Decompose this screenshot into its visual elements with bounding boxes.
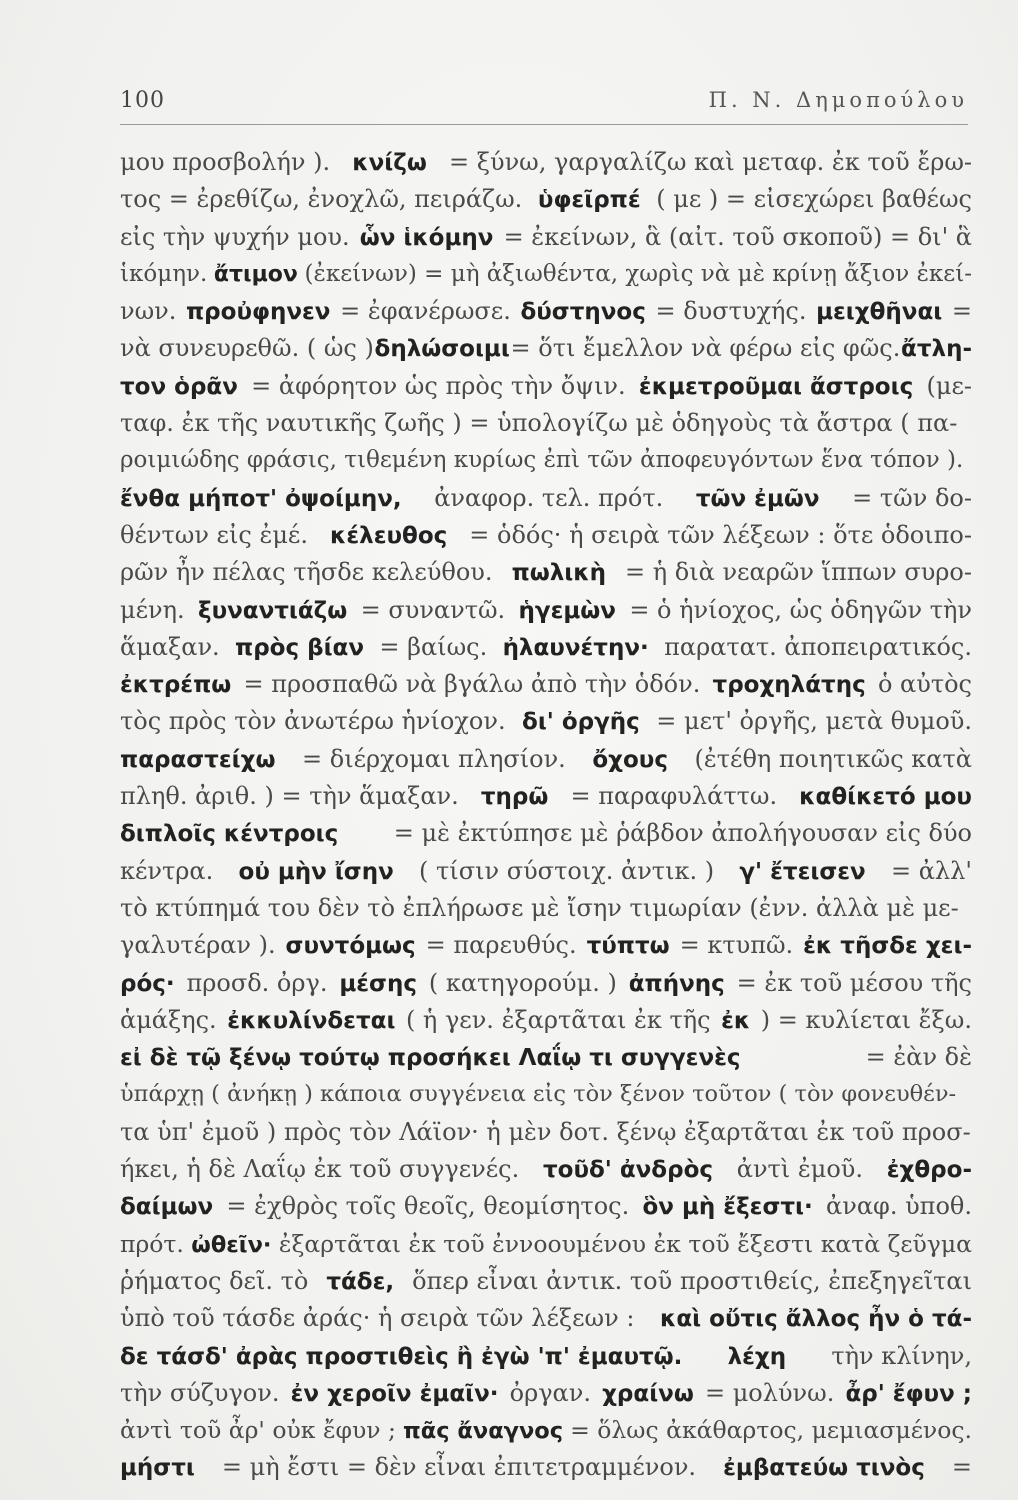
gloss-text: ρῶν ἦν πέλας τῆσδε κελεύθου. bbox=[120, 558, 493, 587]
lemma-term: μέσης bbox=[339, 970, 417, 997]
text-line bbox=[120, 629, 972, 666]
lemma-term: τον ὁρᾶν bbox=[120, 373, 238, 400]
lemma-term: καὶ οὔτις ἄλλος ἦν ὁ τά- bbox=[660, 1306, 972, 1333]
gloss-text: = ἀλλ' bbox=[890, 856, 972, 885]
gloss-text: ἀντὶ ἐμοῦ. bbox=[736, 1155, 863, 1184]
gloss-text: ὀργαν. bbox=[509, 1378, 591, 1407]
text-line bbox=[120, 666, 972, 703]
lemma-term: ὠθεῖν· bbox=[191, 1231, 272, 1258]
text-line bbox=[120, 554, 972, 591]
text-line bbox=[120, 480, 972, 517]
lemma-term: πωλικὴ bbox=[511, 560, 606, 587]
lemma-term: ὧν ἱκόμην bbox=[359, 224, 494, 251]
gloss-text: = ὅτι ἔμελλον νὰ φέρω εἰς φῶς. bbox=[510, 334, 901, 363]
gloss-text: = μὴ ἔστι = δὲν εἶναι ἐπιτετραμμένον. bbox=[221, 1453, 697, 1482]
lemma-term: δύστηνος bbox=[520, 299, 646, 326]
text-line bbox=[120, 703, 972, 740]
lemma-term: ἄτλη- bbox=[901, 336, 972, 363]
gloss-text: μου προσβολήν ). bbox=[120, 148, 331, 176]
text-line bbox=[120, 1188, 972, 1225]
gloss-text: ἅμαξαν. bbox=[120, 632, 220, 661]
lemma-term: ἐμβατεύω τινὸς bbox=[723, 1455, 925, 1482]
page-number: 100 bbox=[120, 88, 165, 113]
lemma-term: κνίζω bbox=[352, 150, 427, 176]
gloss-text: ὅπερ εἶναι ἀντικ. τοῦ προστιθείς, ἐπεξηγεῖται bbox=[412, 1266, 972, 1295]
gloss-text: = bbox=[951, 297, 972, 326]
lemma-term: τῶν ἐμῶν bbox=[695, 485, 820, 512]
text-line bbox=[120, 592, 972, 629]
lemma-term: μειχθῆναι bbox=[816, 299, 943, 326]
gloss-text: = ὅλως ἀκάθαρτος, μεμιασμένος. bbox=[570, 1416, 972, 1445]
lemma-term: ἔνθα μήποτ' ὀψοίμην, bbox=[120, 485, 402, 512]
gloss-text: ( με ) = εἰσεχώρει βαθέως bbox=[656, 185, 972, 214]
gloss-text: ἀντὶ τοῦ ἆρ' οὐκ ἔφυν ; bbox=[120, 1416, 396, 1445]
commentary-text bbox=[120, 144, 972, 1487]
lemma-term: γ' ἔτεισεν bbox=[739, 858, 866, 885]
text-line bbox=[120, 1338, 972, 1375]
text-line bbox=[120, 1263, 972, 1300]
gloss-text: = προσπαθῶ νὰ βγάλω ἀπὸ τὴν ὁδόν. bbox=[243, 670, 701, 699]
text-line bbox=[120, 778, 972, 815]
lemma-term: εἰ δὲ τῷ ξένῳ τούτῳ προσήκει Λαΐῳ τι συγγενὲς bbox=[120, 1045, 741, 1072]
gloss-text: τα ὑπ' ἐμοῦ ) πρὸς τὸν Λάϊον· ἡ μὲν δοτ. ξένῳ ἐξαρτᾶται ἐκ τοῦ προσ- bbox=[120, 1117, 971, 1146]
gloss-text: ὑπάρχῃ ( ἀνήκῃ ) κάποια συγγένεια εἰς τὸν ξένον τοῦτον ( τὸν φονευθέν- bbox=[120, 1081, 957, 1108]
lemma-term: οὐ μὴν ἴσην bbox=[238, 858, 394, 885]
gloss-text: (ἐτέθη ποιητικῶς κατὰ bbox=[694, 744, 972, 773]
gloss-text: = bbox=[951, 1453, 972, 1482]
gloss-text: = ἡ διὰ νεαρῶν ἵππων συρο- bbox=[625, 558, 972, 587]
text-line bbox=[120, 965, 972, 1002]
gloss-text: ( ἡ γεν. ἐξαρτᾶται ἐκ τῆς bbox=[405, 1005, 711, 1034]
gloss-text: ὁ αὐτὸς bbox=[877, 670, 972, 699]
text-line bbox=[120, 1412, 972, 1449]
gloss-text: = μετ' ὀργῆς, μετὰ θυμοῦ. bbox=[656, 707, 972, 736]
gloss-text: τὴν σύζυγον. bbox=[120, 1378, 280, 1407]
page-header bbox=[120, 84, 968, 125]
text-line bbox=[120, 1002, 972, 1039]
text-line bbox=[120, 1151, 972, 1188]
lemma-term: ἐκ τῆσδε χει- bbox=[803, 933, 972, 960]
gloss-text: = ἀφόρητον ὡς πρὸς τὴν ὄψιν. bbox=[251, 371, 626, 400]
gloss-text: κέντρα. bbox=[120, 856, 214, 885]
text-line bbox=[120, 144, 972, 181]
gloss-text: ἀναφορ. τελ. πρότ. bbox=[434, 483, 664, 512]
gloss-text: ὑπὸ τοῦ τάσδε ἀράς· ἡ σειρὰ τῶν λέξεων : bbox=[120, 1304, 635, 1333]
text-line bbox=[120, 853, 972, 890]
gloss-text: = συναντῶ. bbox=[360, 595, 506, 624]
gloss-text: = ἐὰν δὲ bbox=[865, 1043, 972, 1072]
text-line bbox=[120, 442, 972, 479]
lemma-term: τύπτω bbox=[586, 933, 670, 960]
gloss-text: ) = κυλίεται ἔξω. bbox=[760, 1005, 972, 1034]
text-line bbox=[120, 181, 972, 218]
gloss-text: ῥήματος δεῖ. τὸ bbox=[120, 1266, 309, 1295]
text-line bbox=[120, 927, 972, 964]
text-line bbox=[120, 815, 972, 852]
text-line bbox=[120, 368, 972, 405]
lemma-term: πᾶς ἄναγνος bbox=[402, 1418, 564, 1445]
gloss-text: = ἐφανέρωσε. bbox=[340, 297, 511, 326]
gloss-text: γαλυτέραν ). bbox=[120, 931, 276, 960]
lemma-term: λέχη bbox=[727, 1343, 787, 1370]
lemma-term: προὐφηνεν bbox=[185, 299, 331, 326]
gloss-text: ἱκόμην. bbox=[120, 260, 208, 287]
lemma-term: τοῦδ' ἀνδρὸς bbox=[542, 1157, 713, 1184]
running-head: Π. Ν. Δημοπούλου bbox=[708, 88, 968, 112]
lemma-term: ἐκ bbox=[721, 1007, 751, 1034]
gloss-text: = ἐκείνων, ἃ (αἰτ. τοῦ σκοποῦ) = δι' ἃ bbox=[503, 222, 972, 251]
lemma-term: ἡγεμὼν bbox=[518, 597, 616, 624]
lemma-term: διπλοῖς κέντροις bbox=[120, 821, 339, 848]
text-line bbox=[120, 890, 972, 927]
text-line bbox=[120, 1039, 972, 1076]
lemma-term: ὑφεῖρπέ bbox=[537, 187, 641, 214]
lemma-term: τροχηλάτης bbox=[712, 672, 866, 699]
text-line bbox=[120, 741, 972, 778]
gloss-text: = ἐκ τοῦ μέσου τῆς bbox=[736, 968, 972, 997]
lemma-term: ἀπήνης bbox=[628, 970, 725, 997]
text-line bbox=[120, 1375, 972, 1412]
gloss-text: = ἐχθρὸς τοῖς θεοῖς, θεομίσητος. bbox=[226, 1192, 630, 1221]
lemma-term: ἐκμετροῦμαι ἄστροις bbox=[638, 373, 914, 400]
gloss-text: ταφ. ἐκ τῆς ναυτικῆς ζωῆς ) = ὑπολογίζω μὲ ὁδηγοὺς τὰ ἄστρα ( πα- bbox=[120, 409, 958, 438]
lemma-term: ἠλαυνέτην· bbox=[502, 634, 649, 661]
lemma-term: δι' ὀργῆς bbox=[522, 709, 640, 736]
text-line bbox=[120, 405, 972, 442]
lemma-term: παραστείχω bbox=[120, 746, 276, 773]
text-line bbox=[120, 219, 972, 256]
gloss-text: παρατατ. ἀποπειρατικός. bbox=[664, 632, 972, 661]
gloss-text: ( κατηγορούμ. ) bbox=[428, 968, 617, 997]
lemma-term: ἐν χεροῖν ἐμαῖν· bbox=[290, 1380, 499, 1407]
gloss-text: = ὁδός· ἡ σειρὰ τῶν λέξεων : ὅτε ὁδοιπο- bbox=[469, 520, 972, 549]
gloss-text: = παραφυλάττω. bbox=[570, 782, 778, 811]
gloss-text: τος = ἐρεθίζω, ἐνοχλῶ, πειράζω. bbox=[120, 185, 523, 214]
lemma-term: κέλευθος bbox=[330, 522, 448, 549]
gloss-text: = δυστυχής. bbox=[655, 297, 807, 326]
gloss-text: ἁμάξης. bbox=[120, 1005, 217, 1034]
lemma-term: πρὸς βίαν bbox=[235, 634, 364, 661]
lemma-term: δηλώσοιμι bbox=[374, 336, 510, 363]
gloss-text: = μὲ ἐκτύπησε μὲ ῥάβδον ἀπολήγουσαν εἰς δύο bbox=[393, 819, 972, 848]
gloss-text: = ξύνω, γαργαλίζω καὶ μεταφ. ἐκ τοῦ ἔρω- bbox=[449, 148, 972, 176]
lemma-term: ὃν μὴ ἔξεστι· bbox=[642, 1194, 813, 1221]
gloss-text: ἀναφ. ὑποθ. bbox=[826, 1192, 972, 1221]
text-line bbox=[120, 1300, 972, 1337]
lemma-term: τάδε, bbox=[326, 1268, 395, 1295]
gloss-text: ήκει, ἡ δὲ Λαΐῳ ἐκ τοῦ συγγενές. bbox=[120, 1155, 520, 1184]
gloss-text: εἰς τὴν ψυχήν μου. bbox=[120, 222, 350, 251]
text-line bbox=[120, 1449, 972, 1486]
gloss-text: = παρευθύς. bbox=[425, 931, 577, 960]
gloss-text: = ὁ ἡνίοχος, ὡς ὁδηγῶν τὴν bbox=[629, 595, 972, 624]
gloss-text: ἐξαρτᾶται ἐκ τοῦ ἐννοουμένου ἐκ τοῦ ἔξεστι κατὰ ζεῦγμα bbox=[278, 1229, 972, 1258]
gloss-text: προσδ. ὀργ. bbox=[186, 968, 328, 997]
lemma-term: ὄχους bbox=[592, 746, 668, 773]
gloss-text: (με- bbox=[926, 371, 972, 400]
lemma-term: χραίνω bbox=[602, 1380, 694, 1407]
lemma-term: καθίκετό μου bbox=[799, 784, 972, 811]
lemma-term: ἄτιμον bbox=[213, 261, 298, 287]
gloss-text: μένη. bbox=[120, 595, 185, 624]
gloss-text: ( τίσιν σύστοιχ. ἀντικ. ) bbox=[419, 856, 715, 885]
gloss-text: νὰ συνευρεθῶ. ( ὡς ) bbox=[120, 334, 374, 363]
gloss-text: = μολύνω. bbox=[704, 1378, 835, 1407]
gloss-text: = διέρχομαι πλησίον. bbox=[302, 744, 566, 773]
text-line bbox=[120, 1226, 972, 1263]
lemma-term: δε τάσδ' ἀρὰς προστιθεὶς ἢ ἐγὼ 'π' ἐμαυτῷ. bbox=[120, 1343, 683, 1370]
text-line bbox=[120, 517, 972, 554]
gloss-text: νων. bbox=[120, 297, 177, 326]
lemma-term: ρός· bbox=[120, 970, 175, 997]
gloss-text: (ἐκείνων) = μὴ ἀξιωθέντα, χωρὶς νὰ μὲ κρίνῃ ἄξιον ἐκεί- bbox=[304, 260, 972, 287]
lemma-term: τηρῶ bbox=[480, 784, 549, 811]
lemma-term: ξυναντιάζω bbox=[197, 597, 348, 624]
lemma-term: ἐκτρέπω bbox=[120, 672, 232, 699]
text-line bbox=[120, 1114, 972, 1151]
gloss-text: = βαίως. bbox=[379, 632, 488, 661]
lemma-term: δαίμων bbox=[120, 1194, 214, 1221]
text-line bbox=[120, 1076, 972, 1113]
gloss-text: = κτυπῶ. bbox=[679, 931, 794, 960]
gloss-text: θέντων εἰς ἐμέ. bbox=[120, 520, 308, 549]
gloss-text: ροιμιώδης φράσις, τιθεμένη κυρίως ἐπὶ τῶν ἀποφευγόντων ἕνα τόπον ). bbox=[120, 447, 964, 474]
text-line bbox=[120, 330, 972, 367]
gloss-text: τὸ κτύπημά του δὲν τὸ ἐπλήρωσε μὲ ἴσην τιμωρίαν (ἐνν. ἀλλὰ μὲ με- bbox=[120, 893, 959, 922]
gloss-text: πρότ. bbox=[120, 1229, 184, 1258]
lemma-term: ἆρ' ἔφυν ; bbox=[845, 1380, 972, 1407]
lemma-term: συντόμως bbox=[285, 933, 416, 960]
lemma-term: μήστι bbox=[120, 1455, 195, 1482]
gloss-text: τὴν κλίνην, bbox=[831, 1341, 972, 1370]
gloss-text: = τῶν δο- bbox=[852, 483, 972, 512]
gloss-text: πληθ. ἀριθ. ) = τὴν ἅμαξαν. bbox=[120, 782, 459, 811]
gloss-text: τὸς πρὸς τὸν ἀνωτέρω ἡνίοχον. bbox=[120, 707, 506, 736]
text-line bbox=[120, 293, 972, 330]
text-line bbox=[120, 256, 972, 293]
lemma-term: ἐκκυλίνδεται bbox=[227, 1007, 396, 1034]
lemma-term: ἐχθρο- bbox=[886, 1157, 972, 1184]
